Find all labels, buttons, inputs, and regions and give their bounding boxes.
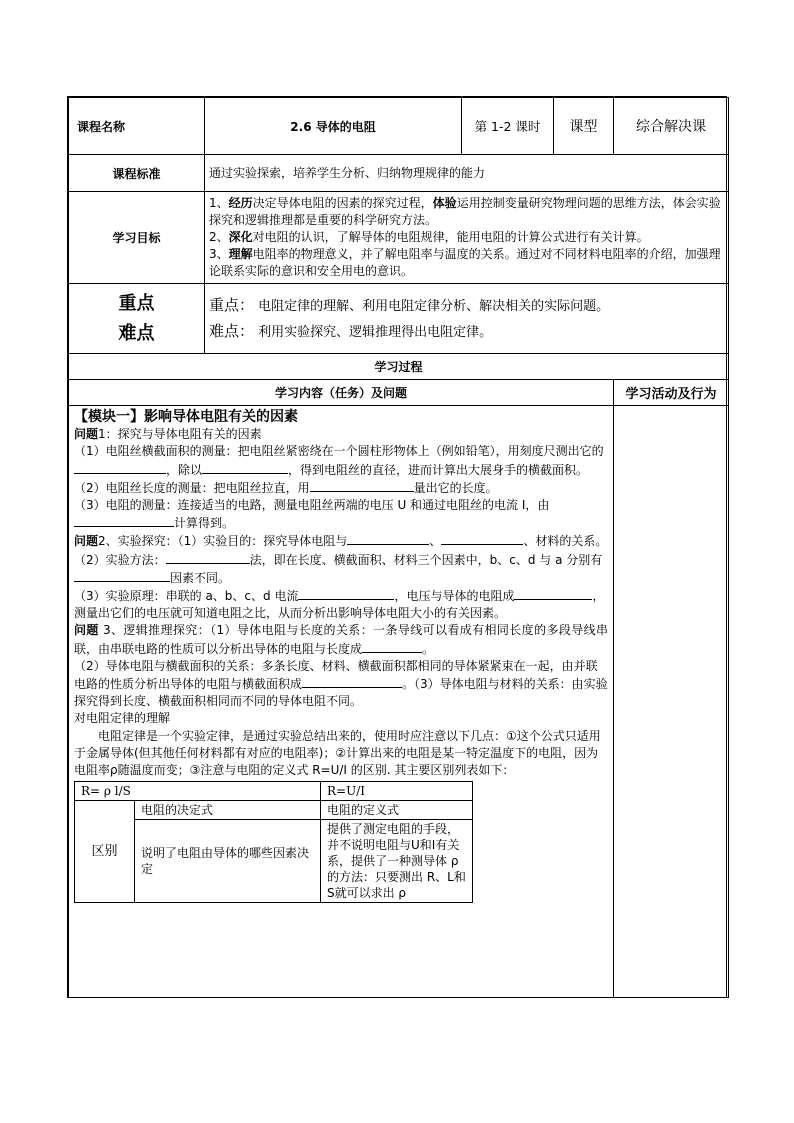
question-2: 问题2、实验探究：（1）实验目的：探究导体电阻与 、 、材料的关系。（2）实验方法： 法，即在长度、横截面积、材料三个因素中，b、c、d 与 a 分别有因素不同。: [74, 534, 608, 585]
learning-content: [69, 406, 614, 998]
standard-text: 通过实验探索，培养学生分析、归纳物理规律的能力: [205, 155, 729, 192]
standard-label: 课程标准: [69, 155, 205, 192]
blank[interactable]: [362, 640, 422, 653]
blank[interactable]: [202, 461, 288, 474]
objectives-text: 1、经历决定导体电阻的因素的探究过程，体验运用控制变量研究物理问题的思维方法，体会实验探究和逻辑推理都是重要的科学研究方法。 2、深化对电阻的认识，了解导体的电阻规律，能用电阻的计算公式进行有关计算。 3、理解电阻率的物理意义，并了解电阻率与温度的关系。通过对不同材料电阻率的介绍，加强理论联系实际的意识和安全用电的意识。: [205, 192, 729, 284]
question-1-part-3: （3）电阻的测量：连接适当的电路，测量电阻丝两端的电压 U 和通过电阻丝的电流 I，由计算得到。: [74, 498, 550, 531]
blank[interactable]: [74, 461, 166, 474]
question-1-part-2: （2）电阻丝长度的测量：把电阻丝拉直，用 量出它的长度。: [74, 480, 498, 495]
blank[interactable]: [74, 514, 174, 527]
question-3: 问题 3、逻辑推理探究：（1）导体电阻与长度的关系：一条导线可以看成有相同长度的多段导线串联，由串联电路的性质可以分析出导体的电阻与长度成 。: [74, 623, 608, 656]
question-1-part-1: （1）电阻丝横截面积的测量：把电阻丝紧密绕在一个圆柱形物体上（例如铅笔），用刻度尺测出它的，除以 ，得到电阻丝的直径，进而计算出大展身手的横截面积。: [74, 444, 604, 477]
law-text: 电阻定律是一个实验定律，是通过实验总结出来的，使用时应注意以下几点：①这个公式只适用于金属导体(但其他任何材料都有对应的电阻率)；②计算出来的电阻是某一特定温度下的电阻，因为电阻率ρ随温度而变；③注意与电阻的定义式 R=U/I 的区别. 其主要区别列表如下：: [74, 728, 601, 778]
blank[interactable]: [310, 479, 414, 492]
course-name-value: 2.6 导体的电阻: [205, 98, 462, 155]
blank[interactable]: [514, 587, 592, 600]
activity-title: 学习活动及行为: [614, 380, 729, 406]
question-3-part-2: （2）导体电阻与横截面积的关系：多条长度、材料、横截面积都相同的导体紧紧束在一起，由并联电路的性质分析出导体的电阻与横截面积成 。（3）导体电阻与材料的关系：由实验探究得到长度、横截面积相同而不同的导体电阻不同。: [74, 658, 608, 709]
key-points-label: 重点 难点: [69, 284, 205, 354]
course-name-label: 课程名称: [69, 98, 205, 155]
lesson-plan-page: [67, 96, 727, 998]
content-title: 学习内容（任务）及问题: [69, 380, 614, 406]
comparison-cell: 电阻的定义式: [321, 801, 473, 820]
lesson-plan-table: [68, 97, 729, 998]
blank[interactable]: [302, 675, 352, 688]
activity-column: [614, 406, 729, 998]
objectives-label: 学习目标: [69, 192, 205, 284]
blank[interactable]: [298, 587, 394, 600]
question-2-part-3: （3）实验原理：串联的 a、b、c、d 电流 ，电压与导体的电阻成 ，测量出它们的电压就可知道电阻之比，从而分析出影响导体电阻大小的有关因素。: [74, 589, 605, 621]
blank[interactable]: [74, 569, 170, 582]
blank[interactable]: [166, 551, 250, 564]
comparison-header-1: R= ρ l/S: [75, 782, 321, 801]
blank[interactable]: [347, 532, 429, 545]
type-value: 综合解决课: [614, 98, 729, 155]
period-label: 第 1-2 课时: [462, 98, 554, 155]
process-title: 学习过程: [69, 354, 729, 380]
question-1: 问题1：探究与导体电阻有关的因素: [74, 427, 262, 442]
comparison-row-label: 区别: [75, 801, 135, 903]
blank[interactable]: [441, 532, 523, 545]
comparison-cell: 提供了测定电阻的手段，并不说明电阻与U和I有关系，提供了一种测导体 ρ 的方法：只要测出 R、L和 S就可以求出 ρ: [321, 820, 473, 903]
module1-title: 【模块一】影响导体电阻有关的因素: [74, 409, 298, 425]
comparison-cell: 电阻的决定式: [135, 801, 321, 820]
type-label: 课型: [554, 98, 614, 155]
comparison-table: [74, 781, 473, 903]
comparison-cell: 说明了电阻由导体的哪些因素决定: [135, 820, 321, 903]
comparison-header-2: R=U/I: [321, 782, 473, 801]
key-points-text: 重点： 电阻定律的理解、利用电阻定律分析、解决相关的实际问题。 难点： 利用实验探究、逻辑推理得出电阻定律。: [205, 284, 729, 354]
law-title: 对电阻定律的理解: [74, 711, 171, 726]
blank[interactable]: [352, 675, 402, 688]
